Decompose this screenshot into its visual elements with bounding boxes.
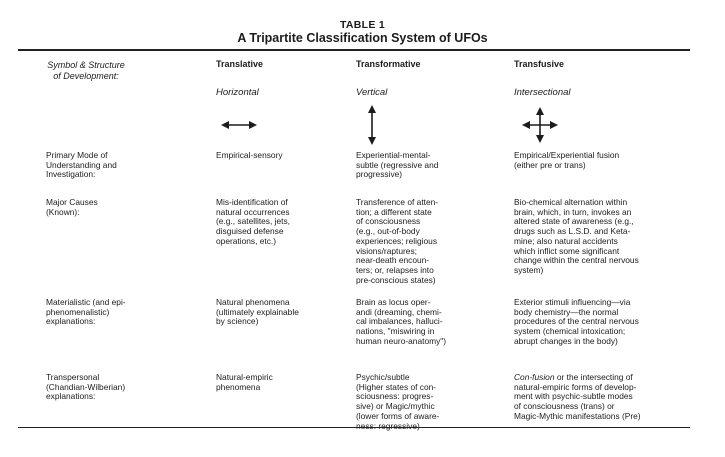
cell-transpersonal-transformative: Psychic/subtle (Higher states of con- sciousness: progres- sive) or Magic/mythic (lower forms of aware- ness: regressive) xyxy=(356,372,440,431)
header-left-label: Symbol & Structure of Development: xyxy=(47,60,125,81)
column-head-transfusive: Transfusive xyxy=(514,59,565,69)
vertical-double-arrow-icon xyxy=(366,105,378,145)
cell-primary-mode-translative: Empirical-sensory xyxy=(216,150,283,160)
column-head-translative: Translative xyxy=(216,59,264,69)
cell-materialistic-translative: Natural phenomena (ultimately explainable by science) xyxy=(216,297,299,327)
top-rule xyxy=(18,49,690,51)
table-label: TABLE 1 xyxy=(339,19,386,31)
bottom-rule xyxy=(18,427,690,428)
row-label-major-causes: Major Causes (Known): xyxy=(46,197,98,217)
orientation-vertical: Vertical xyxy=(356,87,388,98)
cell-major-causes-transfusive: Bio-chemical alternation within brain, which, in turn, invokes an altered state of awareness (e.g., drugs such as L.S.D. and Keta- mine; also natural accidents which inflict some significant change within the central nervous system) xyxy=(514,197,639,275)
column-head-transformative: Transformative xyxy=(356,59,421,69)
row-label-transpersonal: Transpersonal (Chandian-Wilberian) explanations: xyxy=(46,372,126,402)
cell-primary-mode-transfusive: Empirical/Experiential fusion (either pre or trans) xyxy=(514,150,620,170)
con-fusion-emphasis: Con-fusion xyxy=(514,372,555,382)
orientation-intersectional: Intersectional xyxy=(514,87,571,98)
cell-primary-mode-transformative: Experiential-mental- subtle (regressive and progressive) xyxy=(356,150,439,180)
cell-transpersonal-transfusive xyxy=(514,373,704,422)
orientation-horizontal: Horizontal xyxy=(216,87,259,98)
cell-major-causes-translative: Mis-identification of natural occurrences (e.g., satellites, jets, disguised defense operations, etc.) xyxy=(216,197,291,246)
row-label-primary-mode: Primary Mode of Understanding and Investigation: xyxy=(46,150,117,180)
cell-major-causes-transformative: Transference of atten- tion; a different state of consciousness (e.g., out-of-body experiences; religious visions/raptures; near-death encoun- ters; or, relapses into pre-conscious states) xyxy=(356,197,439,285)
table-title: A Tripartite Classification System of UFOs xyxy=(237,31,488,45)
row-label-materialistic: Materialistic (and epi- phenomenalistic) explanations: xyxy=(46,297,126,327)
cell-materialistic-transformative: Brain as locus oper- andi (dreaming, chemi- cal imbalances, halluci- nations, "miswiring in human neuro-anatomy") xyxy=(356,297,447,346)
cell-transpersonal-translative: Natural-empiric phenomena xyxy=(216,372,273,392)
cell-materialistic-transfusive: Exterior stimuli influencing—via body chemistry—the normal procedures of the central nervous system (chemical intoxication; abrupt changes in the body) xyxy=(514,297,639,346)
cell-transpersonal-transfusive-text: or the intersecting of natural-empiric forms of develop- ment with psychic-subtle modes of consciousness (trans) or Magic-Mythic manifestations (Pre) xyxy=(514,372,641,421)
horizontal-double-arrow-icon xyxy=(221,119,257,131)
four-way-arrow-icon xyxy=(522,107,558,143)
